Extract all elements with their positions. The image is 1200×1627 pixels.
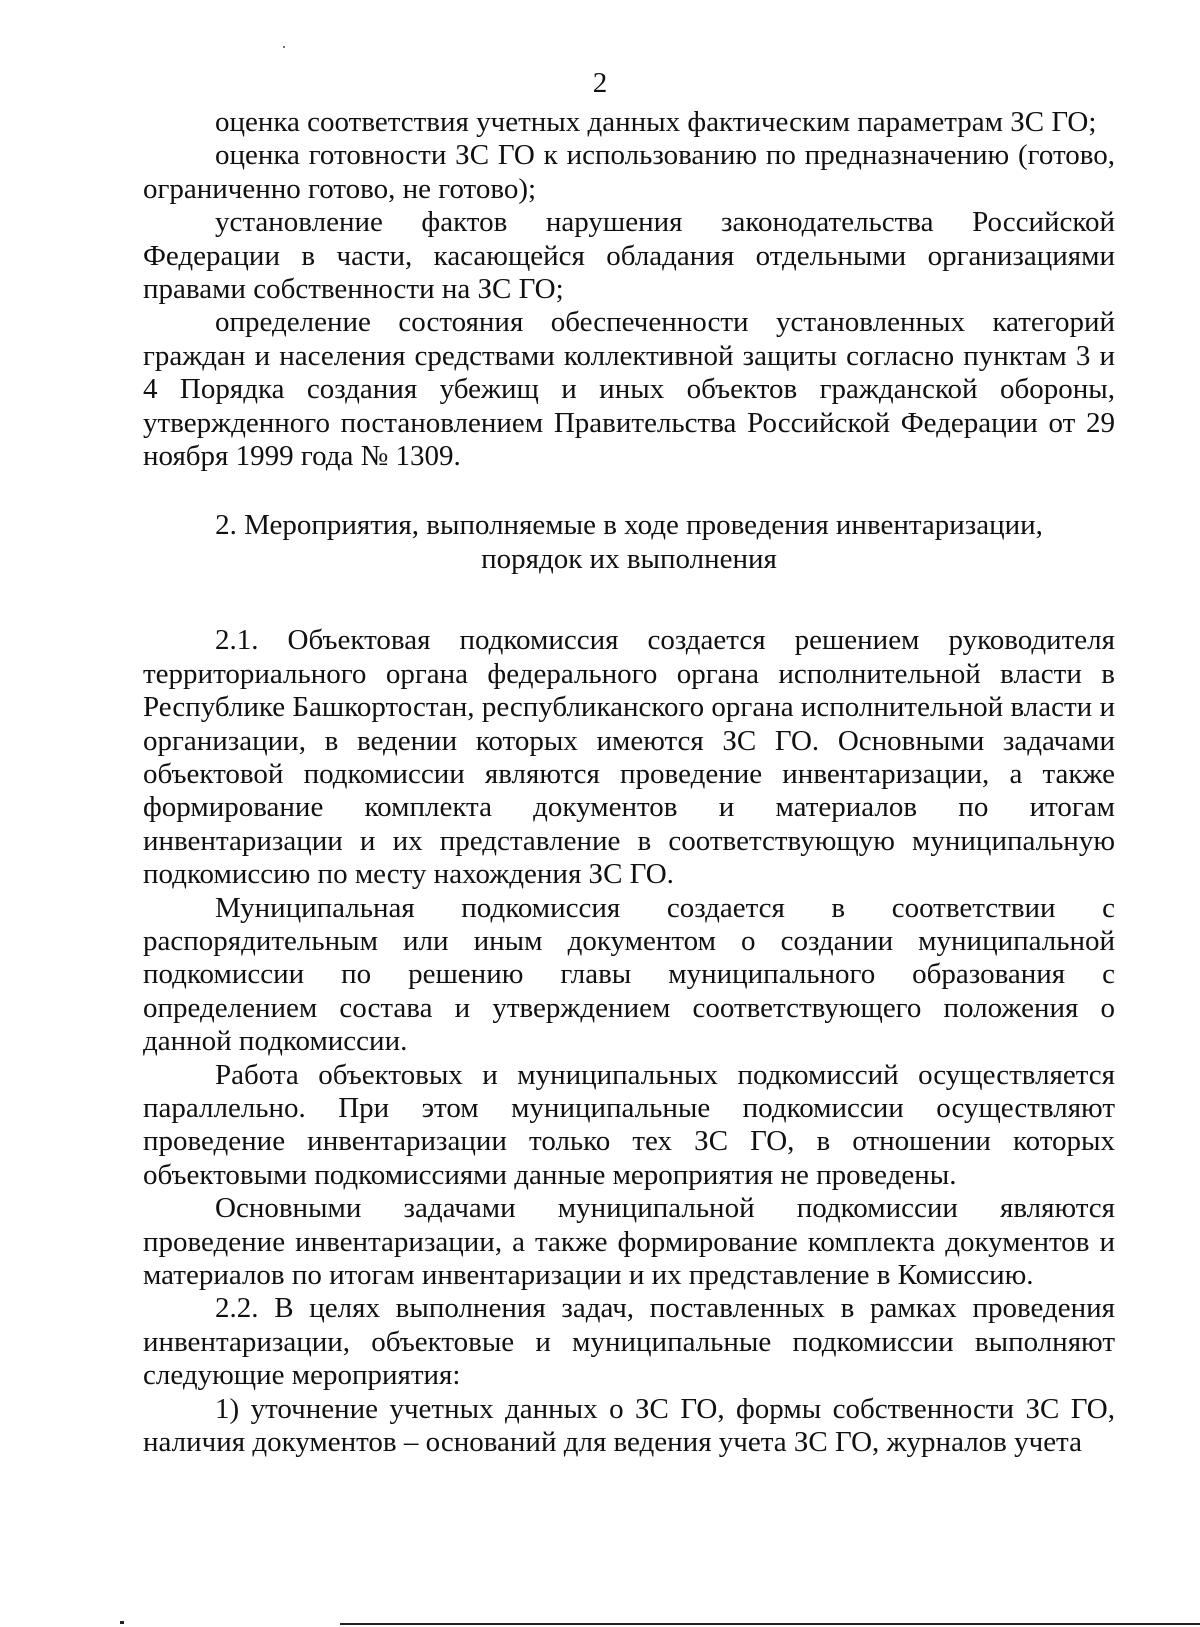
paragraph-item-1: 1) уточнение учетных данных о ЗС ГО, формы собственности ЗС ГО, наличия документов – оснований для ведения учета ЗС ГО, журналов учета bbox=[143, 1392, 1115, 1459]
section-heading-line-2: порядок их выполнения bbox=[481, 542, 777, 575]
paragraph-provision-status: определение состояния обеспеченности установленных категорий граждан и населения средствами коллективной защиты согласно пунктам 3 и 4 Порядка создания убежищ и иных объектов гражданской обороны, утвержденного постановлением Правительства Российской Федерации от 29 ноября 1999 года № 1309. bbox=[143, 306, 1115, 473]
page-number: 2 bbox=[592, 67, 608, 99]
paragraph-violations: установление фактов нарушения законодательства Российской Федерации в части, касающейся обладания отдельными организациями правами собственности на ЗС ГО; bbox=[143, 206, 1115, 306]
scan-speck bbox=[283, 46, 285, 48]
paragraph-readiness-assessment: оценка готовности ЗС ГО к использованию по предназначению (готово, ограниченно готово, не готово); bbox=[143, 139, 1115, 205]
paragraph-2-1: 2.1. Объектовая подкомиссия создается решением руководителя территориального органа федерального органа исполнительной власти в Республике Башкортостан, республиканского органа исполнительной власти и организации, в ведении которых имеются ЗС ГО. Основными задачами объектовой подкомиссии являются проведение инвентаризации, а также формирование комплекта документов и материалов по итогам инвентаризации и их представление в соответствующую муниципальную подкомиссию по месту нахождения ЗС ГО. bbox=[143, 624, 1115, 891]
scan-edge-dot bbox=[120, 1621, 124, 1624]
section-heading bbox=[143, 509, 1115, 576]
section-heading-line-1: 2. Мероприятия, выполняемые в ходе проведения инвентаризации, bbox=[215, 509, 1043, 542]
document-body bbox=[143, 106, 1115, 1459]
paragraph-municipal-tasks: Основными задачами муниципальной подкомиссии являются проведение инвентаризации, а также формирование комплекта документов и материалов по итогам инвентаризации и их представление в Комиссию. bbox=[143, 1192, 1115, 1291]
paragraph-municipal-subcommission: Муниципальная подкомиссия создается в соответствии с распорядительным или иным документом о создании муниципальной подкомиссии по решению главы муниципального образования с определением состава и утверждением соответствующего положения о данной подкомиссии. bbox=[143, 891, 1115, 1058]
paragraph-2-2: 2.2. В целях выполнения задач, поставленных в рамках проведения инвентаризации, объектовые и муниципальные подкомиссии выполняют следующие мероприятия: bbox=[143, 1292, 1115, 1392]
scan-edge-line bbox=[340, 1623, 1200, 1625]
paragraph-parallel-work: Работа объектовых и муниципальных подкомиссий осуществляется параллельно. При этом муниципальные подкомиссии осуществляют проведение инвентаризации только тех ЗС ГО, в отношении которых объектовыми подкомиссиями данные мероприятия не проведены. bbox=[143, 1058, 1115, 1191]
paragraph-compliance-assessment: оценка соответствия учетных данных фактическим параметрам ЗС ГО; bbox=[215, 106, 1097, 138]
